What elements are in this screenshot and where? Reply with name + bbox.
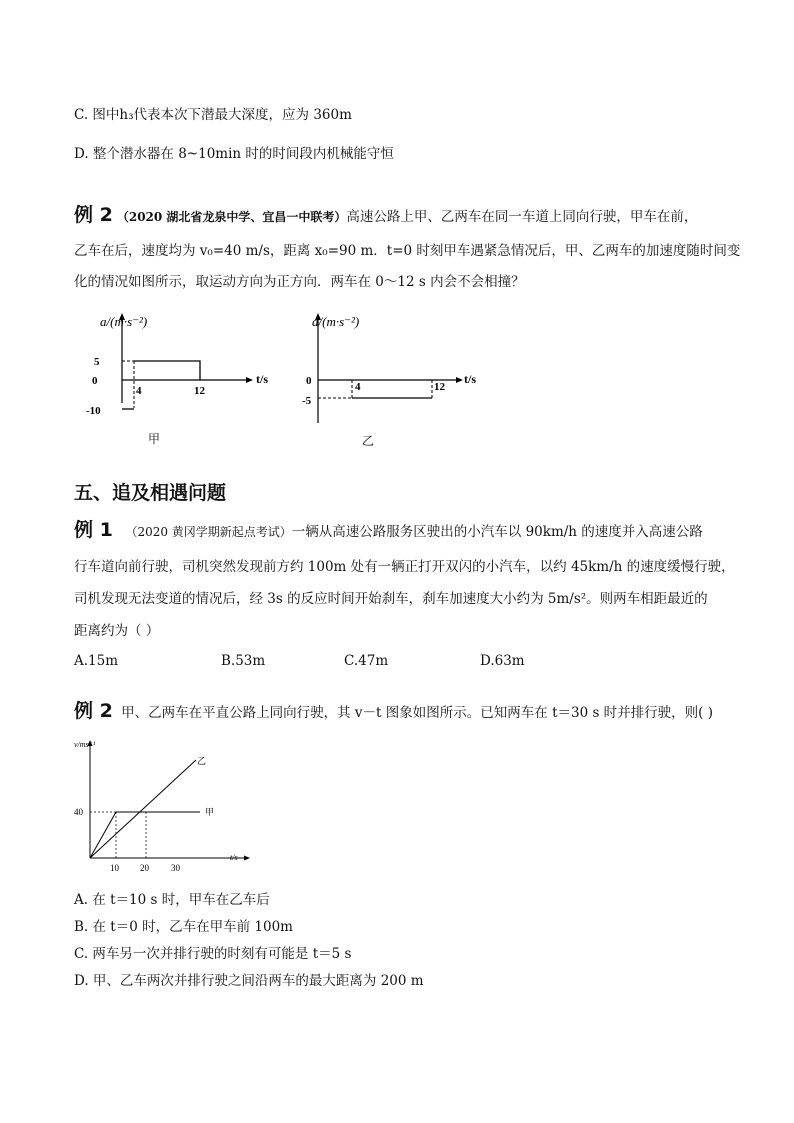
example-text: 一辆从高速公路服务区驶出的小汽车以 90km/h 的速度并入高速公路 — [291, 524, 703, 540]
example-label: 例 2 — [74, 700, 113, 722]
example-text: 甲、乙两车在平直公路上同向行驶，其 v－t 图象如图所示。已知两车在 t＝30 s 时并排行驶，则( ) — [121, 705, 714, 721]
x-tick-20: 20 — [140, 863, 149, 873]
example-1-line1 — [74, 521, 703, 541]
vt-option-c: C. 两车另一次并排行驶的时刻有可能是 t＝5 s — [74, 946, 352, 962]
series-label-yi: 乙 — [197, 756, 207, 766]
option-b: B.53m — [221, 653, 266, 669]
x-tick-10: 10 — [110, 863, 119, 873]
x-axis-label: t/s — [230, 853, 238, 862]
example-label: 例 2 — [74, 204, 113, 226]
chart-caption-jia: 甲 — [148, 432, 161, 446]
section-title: 五、追及相遇问题 — [74, 482, 227, 504]
y-tick-neg10: -10 — [86, 405, 101, 417]
y-axis-label: a/(m·s⁻²) — [312, 314, 360, 329]
example-label: 例 1 — [74, 519, 113, 541]
example-1-line2: 行车道向前行驶，司机突然发现前方约 100m 处有一辆正打开双闪的小汽车，以约 45km/h 的速度缓慢行驶， — [74, 559, 735, 575]
y-tick-5: 5 — [94, 356, 100, 368]
accel-chart-jia — [80, 308, 280, 423]
example-2a-line2: 乙车在后，速度均为 v₀=40 m/s，距离 x₀=90 m．t=0 时刻甲车遇紧急情况后，甲、乙两车的加速度随时间变 — [74, 243, 741, 259]
x-tick-4: 4 — [355, 381, 361, 393]
example-source: （2020 湖北省龙泉中学、宜昌一中联考） — [116, 210, 347, 224]
series-label-jia: 甲 — [205, 807, 215, 817]
option-c-prev: C. 图中h₃代表本次下潜最大深度，应为 360m — [74, 107, 352, 123]
x-tick-12: 12 — [434, 381, 445, 393]
vt-option-b: B. 在 t＝0 时，乙车在甲车前 100m — [74, 919, 293, 935]
y-tick-40: 40 — [74, 807, 83, 817]
chart-caption-yi: 乙 — [362, 434, 375, 448]
x-tick-12: 12 — [194, 385, 205, 397]
example-2a-line3: 化的情况如图所示，取运动方向为正方向．两车在 0～12 s 内会不会相撞？ — [74, 274, 525, 290]
y-axis-label: a/(m·s⁻²) — [100, 314, 148, 329]
vt-chart — [70, 734, 260, 882]
example-2c-line1 — [74, 702, 713, 722]
option-a: A.15m — [74, 653, 119, 669]
y-tick-0: 0 — [306, 375, 312, 387]
option-d-prev: D. 整个潜水器在 8~10min 时的时间段内机械能守恒 — [74, 146, 394, 162]
series-line-jia — [90, 812, 200, 858]
example-2a-line1 — [74, 206, 697, 226]
series-line-yi — [90, 760, 196, 858]
accel-line-jia-pos — [134, 361, 200, 380]
y-tick-0: 0 — [92, 375, 98, 387]
accel-chart-yi — [298, 308, 498, 428]
example-source: （2020 黄冈学期新起点考试） — [125, 525, 292, 539]
example-text: 高速公路上甲、乙两车在同一车道上同向行驶，甲车在前， — [346, 209, 698, 225]
option-d: D.63m — [480, 653, 525, 669]
y-axis-label: v/ms⁻¹ — [74, 740, 96, 749]
example-1-line4: 距离约为（ ） — [74, 623, 160, 639]
x-axis-label: t/s — [464, 372, 476, 386]
y-tick-neg5: -5 — [302, 395, 312, 407]
example-1-line3: 司机发现无法变道的情况后，经 3s 的反应时间开始刹车，刹车加速度大小约为 5m/s²。则两车相距最近的 — [74, 591, 708, 607]
vt-option-a: A. 在 t＝10 s 时，甲车在乙车后 — [74, 892, 270, 908]
x-tick-30: 30 — [171, 863, 180, 873]
option-c: C.47m — [344, 653, 389, 669]
vt-option-d: D. 甲、乙车两次并排行驶之间沿两车的最大距离为 200 m — [74, 973, 424, 989]
x-axis-label: t/s — [256, 372, 268, 386]
x-tick-4: 4 — [136, 385, 142, 397]
